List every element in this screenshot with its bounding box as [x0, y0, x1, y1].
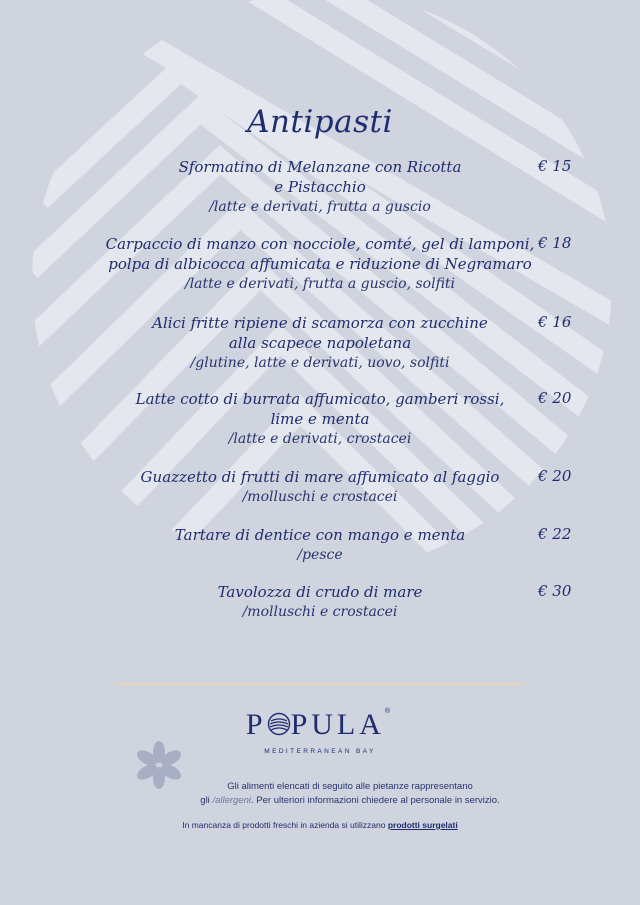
logo-wordmark: P PULA®	[245, 708, 395, 741]
dish-price: € 30	[538, 582, 572, 600]
section-title: Antipasti	[247, 104, 393, 140]
dish-price: € 20	[538, 467, 572, 485]
dish-price: € 15	[538, 157, 572, 175]
dish-name-line: lime e menta	[270, 410, 370, 428]
dish-name-line: Latte cotto di burrata affumicato, gamberi rossi,	[135, 390, 505, 408]
dish-description	[100, 389, 540, 449]
dish-price: € 18	[538, 234, 572, 252]
dish-allergens: /pesce	[297, 547, 343, 563]
dish-name-line: polpa di albicocca affumicata e riduzione di Negramaro	[108, 255, 532, 273]
divider	[118, 683, 522, 685]
dish-price: € 16	[538, 313, 572, 331]
dish-allergens: /latte e derivati, crostacei	[228, 431, 412, 447]
dish-name-line: e Pistacchio	[274, 178, 366, 196]
dish-name-line: Sformatino di Melanzane con Ricotta	[178, 158, 462, 176]
dish-name-line: Carpaccio di manzo con nocciole, comté, gel di lamponi,	[105, 235, 535, 253]
dish-description	[100, 467, 540, 507]
dish-name-line: Tavolozza di crudo di mare	[217, 583, 423, 601]
frozen-products-note: In mancanza di prodotti freschi in azienda si utilizzano prodotti surgelati	[182, 820, 458, 830]
dish-name-line: Guazzetto di frutti di mare affumicato al faggio	[140, 468, 500, 486]
popula-logo	[0, 708, 640, 755]
dish-name-line: Tartare di dentice con mango e menta	[174, 526, 466, 544]
dish-price: € 22	[538, 525, 572, 543]
dish-name-line: Alici fritte ripiene di scamorza con zucchine	[152, 314, 488, 332]
dish-description	[100, 234, 540, 294]
dish-allergens: /glutine, latte e derivati, uovo, solfiti	[190, 355, 450, 371]
notes-line-2: gli /allergeni. Per ulteriori informazioni chiedere al personale in servizio.	[200, 795, 500, 806]
dish-allergens: /molluschi e crostacei	[242, 489, 398, 505]
logo-o-emblem	[267, 712, 291, 736]
dish-allergens: /molluschi e crostacei	[242, 604, 398, 620]
dish-description	[100, 157, 540, 217]
notes-line-1: Gli alimenti elencati di seguito alle pietanze rappresentano	[227, 781, 473, 792]
logo-subtitle: MEDITERRANEAN BAY	[264, 748, 376, 755]
dish-name-line: alla scapece napoletana	[228, 334, 412, 352]
dish-allergens: /latte e derivati, frutta a guscio, solfiti	[184, 276, 456, 292]
dish-description	[100, 525, 540, 565]
dish-description	[100, 582, 540, 622]
allergen-notes	[140, 780, 560, 808]
dish-price: € 20	[538, 389, 572, 407]
dish-description	[100, 313, 540, 373]
dish-allergens: /latte e derivati, frutta a guscio	[209, 199, 431, 215]
